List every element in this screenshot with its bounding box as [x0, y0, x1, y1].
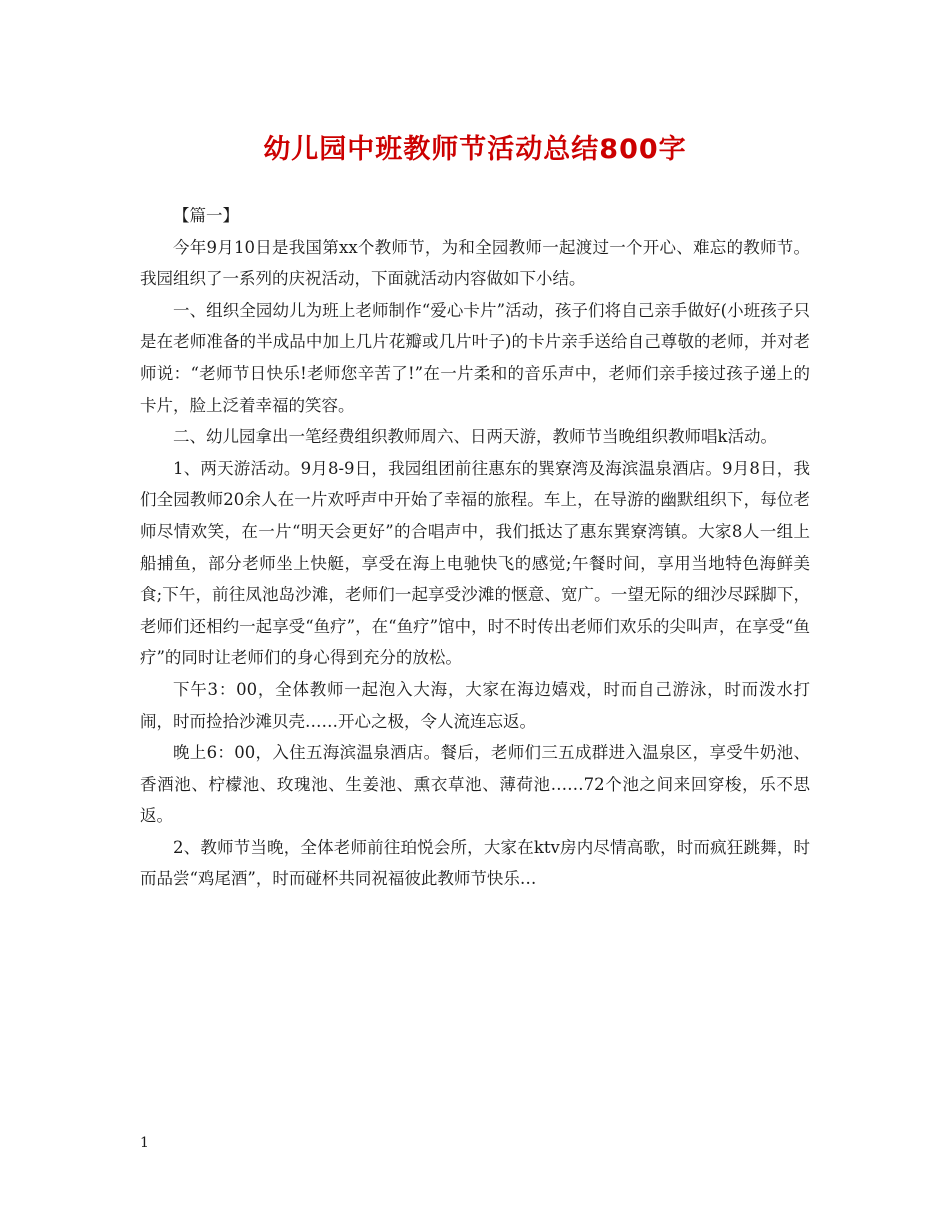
paragraph: 2、教师节当晚，全体老师前往珀悦会所，大家在ktv房内尽情高歌，时而疯狂跳舞，时而品尝“鸡尾酒”，时而碰杯共同祝福彼此教师节快乐… — [140, 837, 810, 889]
section-label: 【篇一】 — [173, 206, 239, 225]
page-title: 幼儿园中班教师节活动总结800字 — [263, 134, 687, 165]
paragraph: 下午3：00，全体教师一起泡入大海，大家在海边嬉戏，时而自己游泳，时而泼水打闹，时而捡拾沙滩贝壳……开心之极，令人流连忘返。 — [140, 679, 810, 731]
paragraph: 一、组织全园幼儿为班上老师制作“爱心卡片”活动，孩子们将自己亲手做好(小班孩子只是在老师准备的半成品中加上几片花瓣或几片叶子)的卡片亲手送给自己尊敬的老师，并对老师说：“老师节日快乐!老师您辛苦了!”在一片柔和的音乐声中，老师们亲手接过孩子递上的卡片，脸上泛着幸福的笑容。 — [140, 300, 810, 415]
paragraph: 二、幼儿园拿出一笔经费组织教师周六、日两天游，教师节当晚组织教师唱k活动。 — [173, 427, 777, 447]
paragraph: 1、两天游活动。9月8-9日，我园组团前往惠东的巽寮湾及海滨温泉酒店。9月8日，我们全园教师20余人在一片欢呼声中开始了幸福的旅程。车上，在导游的幽默组织下，每位老师尽情欢笑，在一片“明天会更好”的合唱声中，我们抵达了惠东巽寮湾镇。大家8人一组上船捕鱼，部分老师坐上快艇，享受在海上电驰快飞的感觉;午餐时间，享用当地特色海鲜美食;下午，前往凤池岛沙滩，老师们一起享受沙滩的惬意、宽广。一望无际的细沙尽踩脚下，老师们还相约一起享受“鱼疗”，在“鱼疗”馆中，时不时传出老师们欢乐的尖叫声，在享受“鱼疗”的同时让老师们的身心得到充分的放松。 — [140, 458, 810, 668]
paragraph: 晚上6：00，入住五海滨温泉酒店。餐后，老师们三五成群进入温泉区，享受牛奶池、香酒池、柠檬池、玫瑰池、生姜池、熏衣草池、薄荷池……72个池之间来回穿梭，乐不思返。 — [140, 743, 810, 826]
document-body — [140, 200, 810, 895]
page-number: 1 — [140, 1135, 149, 1151]
paragraph: 今年9月10日是我国第xx个教师节，为和全园教师一起渡过一个开心、难忘的教师节。我园组织了一系列的庆祝活动，下面就活动内容做如下小结。 — [140, 237, 810, 289]
